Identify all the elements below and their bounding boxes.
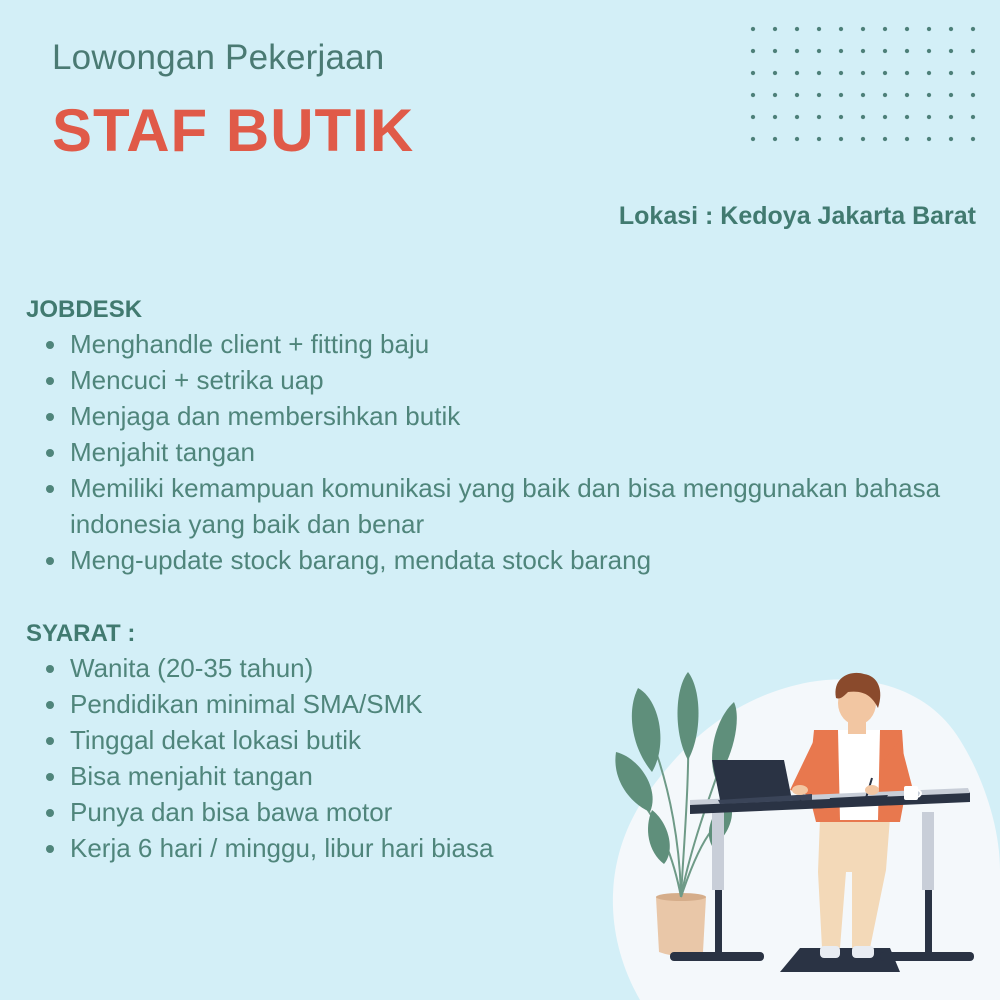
jobdesk-list	[26, 326, 986, 578]
plant-pot	[656, 897, 706, 956]
list-item-text: Pendidikan minimal SMA/SMK	[70, 689, 423, 719]
job-title: STAF BUTIK	[52, 97, 415, 164]
list-item-text: Meng-update stock barang, mendata stock barang	[70, 545, 652, 575]
bullet-icon	[46, 449, 54, 457]
list-item	[26, 542, 986, 578]
list-item-text: Memiliki kemampuan komunikasi yang baik dan bisa menggunakan bahasa indonesia yang baik dan benar	[70, 473, 941, 539]
jobdesk-section	[26, 296, 986, 578]
list-item-text: Wanita (20-35 tahun)	[70, 653, 314, 683]
list-item-text: Menjahit tangan	[70, 437, 256, 467]
list-item-text: Menjaga dan membersihkan butik	[70, 401, 461, 431]
list-item	[26, 434, 986, 470]
bullet-icon	[46, 665, 54, 673]
bullet-icon	[46, 809, 54, 817]
jobdesk-heading: JOBDESK	[26, 296, 143, 323]
list-item	[26, 470, 986, 542]
bullet-icon	[46, 701, 54, 709]
bullet-icon	[46, 413, 54, 421]
list-item	[26, 398, 986, 434]
bullet-icon	[46, 845, 54, 853]
list-item-text: Mencuci + setrika uap	[70, 365, 324, 395]
list-item-text: Kerja 6 hari / minggu, libur hari biasa	[70, 833, 494, 863]
list-item-text: Punya dan bisa bawa motor	[70, 797, 393, 827]
bullet-icon	[46, 557, 54, 565]
bullet-icon	[46, 341, 54, 349]
bullet-icon	[46, 485, 54, 493]
bullet-icon	[46, 737, 54, 745]
dot-grid-decoration	[742, 18, 978, 146]
list-item-text: Tinggal dekat lokasi butik	[70, 725, 361, 755]
bullet-icon	[46, 377, 54, 385]
list-item-text: Menghandle client + fitting baju	[70, 329, 430, 359]
person-at-desk-illustration	[596, 668, 1000, 1000]
poster-subtitle: Lowongan Pekerjaan	[52, 38, 385, 77]
location-text: Lokasi : Kedoya Jakarta Barat	[618, 202, 976, 230]
syarat-heading: SYARAT :	[26, 620, 136, 647]
list-item	[26, 362, 986, 398]
list-item-text: Bisa menjahit tangan	[70, 761, 313, 791]
list-item	[26, 326, 986, 362]
bullet-icon	[46, 773, 54, 781]
